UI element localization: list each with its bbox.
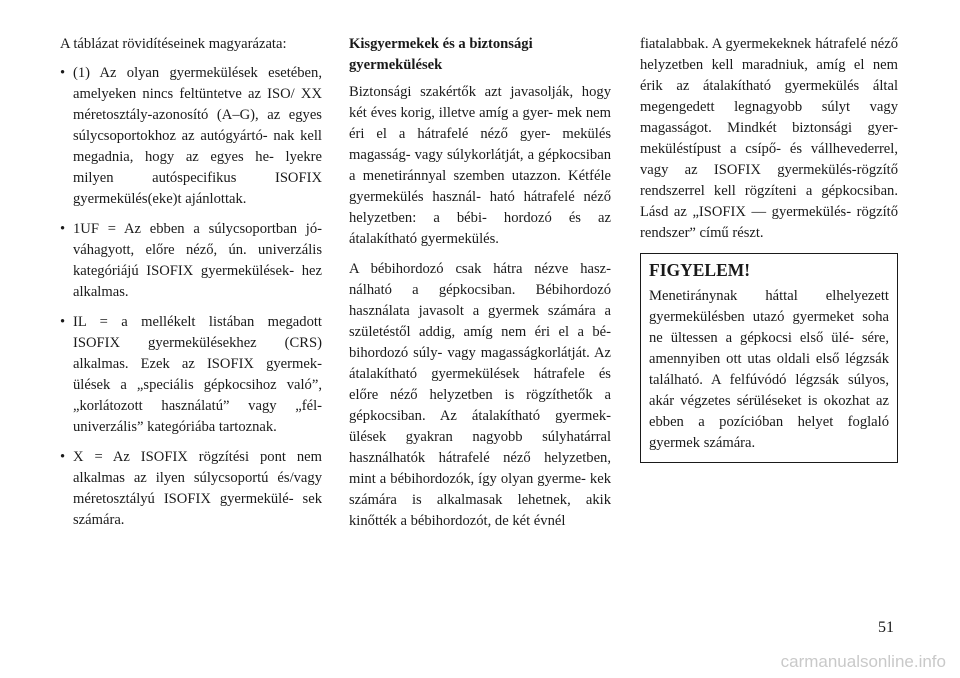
list-item: • (1) Az olyan gyermekülések esetében, amelyeken nincs feltüntetve az ISO/ XX méretosztály-azonosító (A–G), az egyes súlycsoportokhoz az autógyártó- nak kell megadnia, hogy az egyes he- lyekre milyen autóspecifikus ISOFIX gyermekülés(eke)t ajánlottak. <box>60 63 322 210</box>
column-left <box>60 34 322 540</box>
warning-box <box>640 253 898 463</box>
watermark: carmanualsonline.info <box>780 652 946 671</box>
list-item: • X = Az ISOFIX rögzítési pont nem alkalmas az ilyen súlycsoportú és/vagy méretosztályú ISOFIX gyermekülé- sek számára. <box>60 447 322 531</box>
abbreviations-list <box>60 63 322 531</box>
paragraph: Biztonsági szakértők azt javasolják, hogy két éves korig, illetve amíg a gyer- mek nem éri el a hátrafelé néző gyer- mekülés magasság- vagy súlykorlátját, a gépkocsiban a menetiránnyal szemben utazzon. Kétféle gyermekülés használ- ható hátrafelé néző helyzetben: a bébi- hordozó és az átalakítható gyermekülés. <box>349 84 611 247</box>
page-number: 51 <box>878 619 894 636</box>
warning-title: FIGYELEM! <box>649 260 751 280</box>
paragraph: fiatalabbak. A gyermekeknek hátrafelé néző helyzetben kell maradniuk, amíg el nem érik az átalakítható gyermekülés által megengedett legnagyobb súlyt vagy magasságot. Mindkét biztonsági gyer- meküléstípust a csípő- és vállhevederrel, vagy az ISOFIX gyermekülés-rögzítő rendszerrel kell rögzíteni a gépkocsiban. Lásd az „ISOFIX — gyermekülés- rögzítő rendszer” című részt. <box>640 36 898 241</box>
abbreviations-intro: A táblázat rövidítéseinek magyarázata: <box>60 36 287 52</box>
section-heading: Kisgyermekek és a biztonsági gyermekülések <box>349 36 533 73</box>
paragraph: A bébihordozó csak hátra nézve hasz- nálható a gépkocsiban. Bébihordozó használata javasolt a gyermek számára a születéstől addig, amíg nem éri el a bé- bihordozó súly- vagy magasságkorlátját. Az átalakítható gyermekülések hátrafele és előre néző helyzetben is rögzíthetők a gépkocsiban. Az átalakítható gyermek- ülések gyakran nagyobb súlyhatárral használhatók hátrafelé néző helyzetben, mint a bébihordozók, így olyan gyerme- kek számára is alkalmasak lehetnek, akik kinőtték a bébihordozót, de két évnél <box>349 261 611 529</box>
column-middle <box>349 34 611 541</box>
column-right <box>640 34 898 463</box>
list-item: • 1UF = Az ebben a súlycsoportban jó- váhagyott, előre néző, ún. univerzális kategóriájú ISOFIX gyermekülések- hez alkalmas. <box>60 219 322 303</box>
list-item: • IL = a mellékelt listában megadott ISOFIX gyermekülésekhez (CRS) alkalmas. Ezek az ISOFIX gyermek- ülések a „speciális gépkocsihoz való”, „korlátozott használatú” vagy „fél- univerzális” kategóriába tartoznak. <box>60 312 322 438</box>
warning-text: Menetiránynak háttal elhelyezett gyermekülésben utazó gyermeket soha ne ültessen a gépkocsi első ülé- sére, amennyiben ott utas oldali első légzsák található. A felfúvódó légzsák súlyos, akár végzetes sérüléseket is okozhat az ebben a pozícióban helyet foglaló gyermek számára. <box>649 288 889 451</box>
